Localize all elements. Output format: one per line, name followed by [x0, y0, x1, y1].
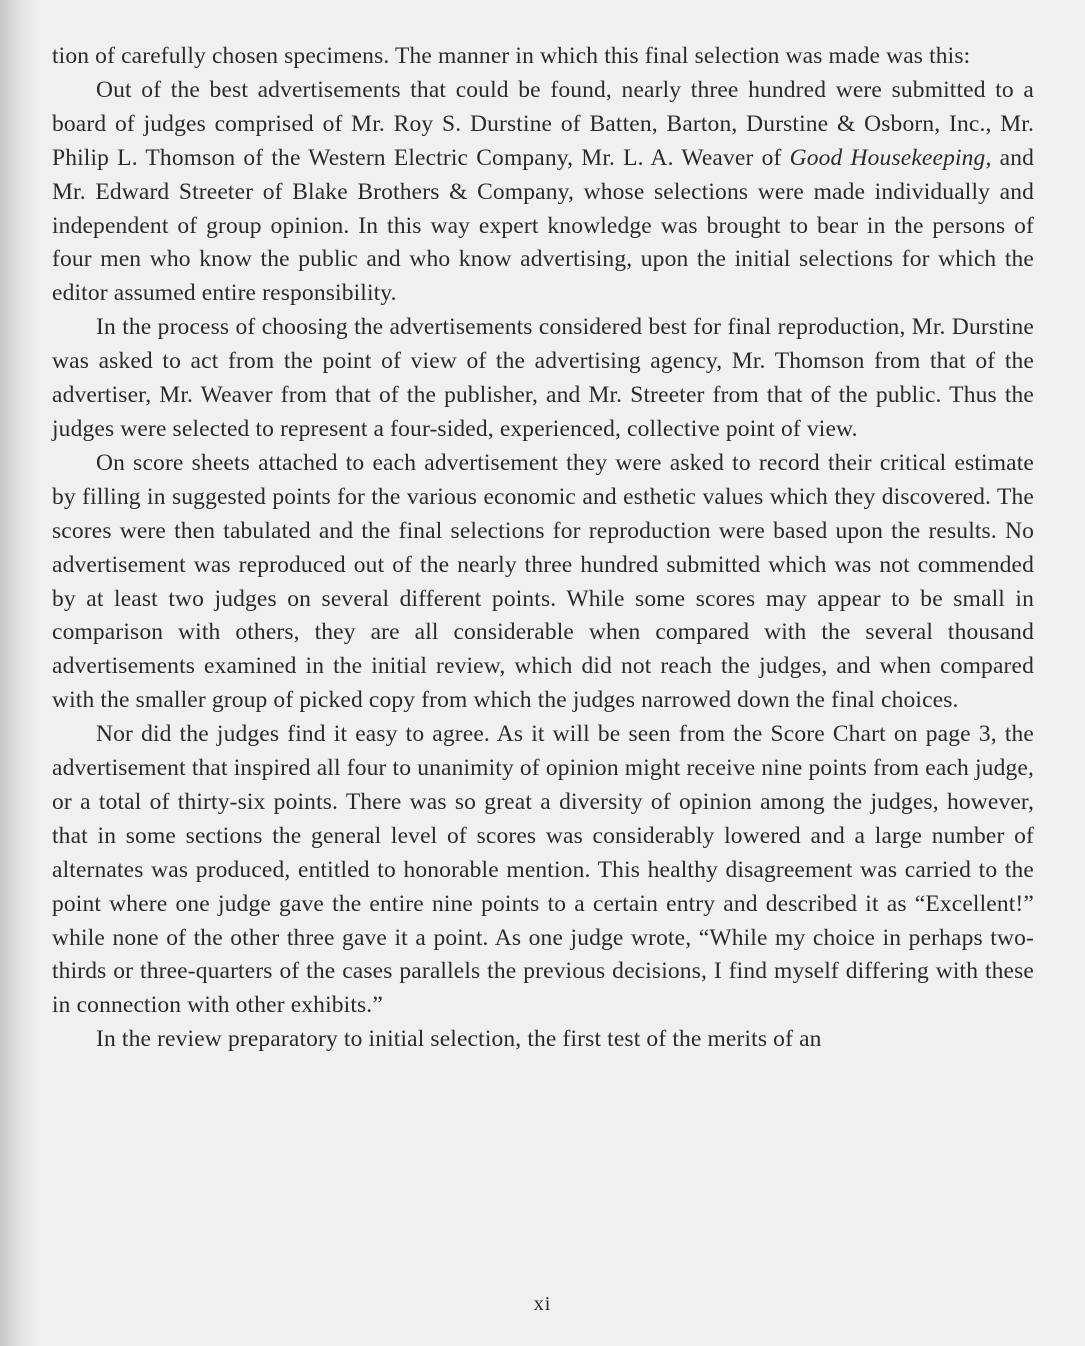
- paragraph-5: Nor did the judges find it easy to agree. As it will be seen from the Score Chart on page 3, the advertisement that inspired all four to unanimity of opinion might receive nine points from each judge, or a total of thirty-six points. There was so great a diversity of opinion among the judges, however, that in some sections the general level of scores was considerably lowered and a large number of alternates was produced, entitled to honorable mention. This healthy disagreement was carried to the point where one judge gave the entire nine points to a certain entry and described it as “Excellent!” while none of the other three gave it a point. As one judge wrote, “While my choice in perhaps two-thirds or three-quarters of the cases parallels the previous decisions, I find myself differing with these in connection with other exhibits.”: [52, 721, 1034, 1019]
- paragraph-2-part-2: and Mr. Edward Streeter of Blake Brothers & Company, whose selections were made individually and independent of group opinion. In this way expert knowledge was brought to bear in the persons of four men who know the public and who know advertising, upon the initial selections for which the editor assumed entire responsibility.: [52, 144, 1034, 307]
- paragraph-2-part-1: Out of the best advertisements that could be found, nearly three hundred were submitted to a board of judges comprised of Mr. Roy S. Durstine of Batten, Barton, Durstine & Osborn, Inc., Mr. Philip L. Thomson of the Western Electric Company, Mr. L. A. Weaver of: [52, 76, 1034, 171]
- paragraph-6: In the review preparatory to initial selection, the first test of the merits of an: [96, 1026, 822, 1053]
- page-number: xi: [533, 1293, 552, 1315]
- body-text: [52, 40, 1034, 1057]
- publication-title: Good Housekeeping,: [789, 144, 992, 171]
- paragraph-3: In the process of choosing the advertisements considered best for final reproduction, Mr. Durstine was asked to act from the point of view of the advertising agency, Mr. Thomson from that of the advertiser, Mr. Weaver from that of the publisher, and Mr. Streeter from that of the public. Thus the judges were selected to represent a four-sided, experienced, collective point of view.: [52, 314, 1034, 442]
- page-gutter-shadow: [0, 0, 38, 1346]
- paragraph-2: [52, 74, 1034, 311]
- paragraph-4: On score sheets attached to each advertisement they were asked to record their critical estimate by filling in suggested points for the various economic and esthetic values which they discovered. The scores were then tabulated and the final selections for reproduction were based upon the results. No advertisement was reproduced out of the nearly three hundred submitted which was not commended by at least two judges on several different points. While some scores may appear to be small in comparison with others, they are all considerable when compared with the several thousand advertisements examined in the initial review, which did not reach the judges, and when compared with the smaller group of picked copy from which the judges narrowed down the final choices.: [52, 449, 1034, 714]
- paragraph-1: tion of carefully chosen specimens. The manner in which this final selection was made was this:: [52, 43, 971, 69]
